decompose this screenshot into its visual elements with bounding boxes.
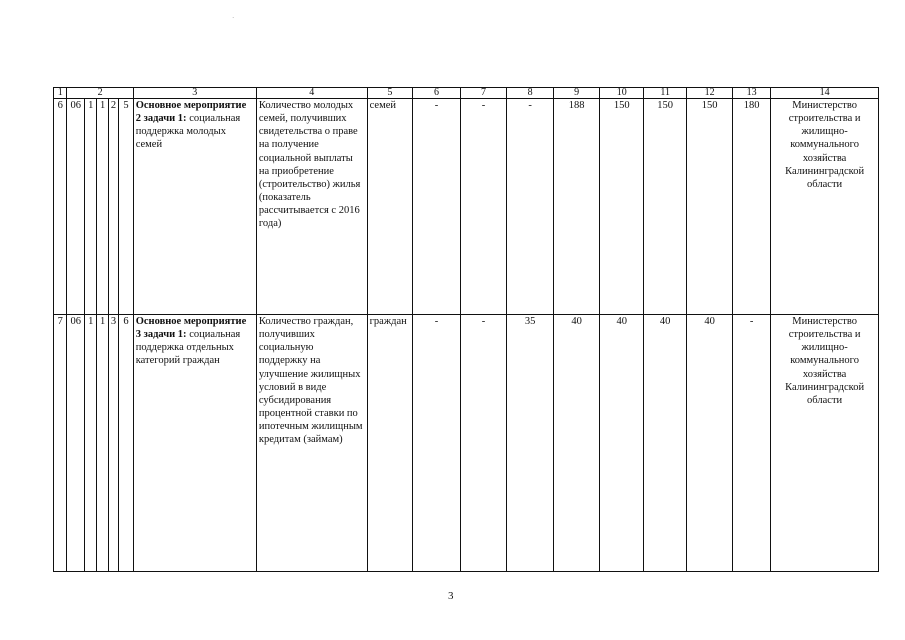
value-cell: - (413, 99, 461, 315)
header-cell: 1 (54, 88, 67, 99)
code-cell: 1 (97, 315, 108, 572)
unit-cell: семей (367, 99, 413, 315)
value-cell: 150 (600, 99, 643, 315)
code-cell: 3 (108, 315, 118, 572)
page-number: 3 (448, 590, 454, 602)
activity-name-bold: Основное мероприятие 3 задачи 1: (135, 316, 247, 341)
activity-name (133, 99, 256, 315)
value-cell: 35 (507, 315, 554, 572)
header-cell: 5 (367, 88, 413, 99)
activity-name-text: социальная поддержка отдельных категорий граждан (135, 329, 241, 367)
row-number: 6 (54, 99, 67, 315)
value-cell: 40 (553, 315, 600, 572)
value-cell: - (732, 315, 770, 572)
header-cell: 3 (133, 88, 256, 99)
activity-name-bold: Основное мероприятие 2 задачи 1: (135, 100, 247, 125)
responsible-cell: Министерство строительства и жилищно-коммунального хозяйства Калининградской области (771, 99, 879, 315)
header-cell: 7 (460, 88, 507, 99)
unit-cell: граждан (367, 315, 413, 572)
value-cell: - (460, 315, 507, 572)
header-cell: 8 (507, 88, 554, 99)
row-number: 7 (54, 315, 67, 572)
header-cell: 4 (256, 88, 367, 99)
code-cell: 1 (85, 315, 97, 572)
header-cell: 14 (771, 88, 879, 99)
value-cell: - (413, 315, 461, 572)
header-cell: 9 (553, 88, 600, 99)
value-cell: 40 (687, 315, 733, 572)
header-cell: 11 (643, 88, 686, 99)
header-cell: 6 (413, 88, 461, 99)
value-cell: - (507, 99, 554, 315)
code-cell: 1 (85, 99, 97, 315)
value-cell: - (460, 99, 507, 315)
code-cell: 06 (67, 315, 85, 572)
indicator-name: Количество молодых семей, получивших свидетельства о праве на получение социальной выплаты на приобретение (строительство) жилья (показатель рассчитывается с 2016 года) (256, 99, 367, 315)
value-cell: 180 (732, 99, 770, 315)
scan-mark: · (232, 14, 235, 22)
indicator-name: Количество граждан, получивших социальную поддержку на улучшение жилищных условий в виде субсидирования процентной ставки по ипотечным жилищным кредитам (займам) (256, 315, 367, 572)
indicators-table (53, 87, 879, 572)
responsible-cell: Министерство строительства и жилищно-коммунального хозяйства Калининградской области (771, 315, 879, 572)
table-row (54, 315, 879, 572)
code-cell: 5 (119, 99, 134, 315)
table-row (54, 99, 879, 315)
code-cell: 06 (67, 99, 85, 315)
value-cell: 188 (553, 99, 600, 315)
code-cell: 1 (97, 99, 108, 315)
header-cell: 10 (600, 88, 643, 99)
header-cell: 2 (67, 88, 133, 99)
activity-name-text: социальная поддержка молодых семей (135, 113, 241, 151)
header-cell: 12 (687, 88, 733, 99)
code-cell: 6 (119, 315, 134, 572)
value-cell: 150 (687, 99, 733, 315)
value-cell: 150 (643, 99, 686, 315)
activity-name (133, 315, 256, 572)
value-cell: 40 (600, 315, 643, 572)
header-row (54, 88, 879, 99)
value-cell: 40 (643, 315, 686, 572)
code-cell: 2 (108, 99, 118, 315)
header-cell: 13 (732, 88, 770, 99)
